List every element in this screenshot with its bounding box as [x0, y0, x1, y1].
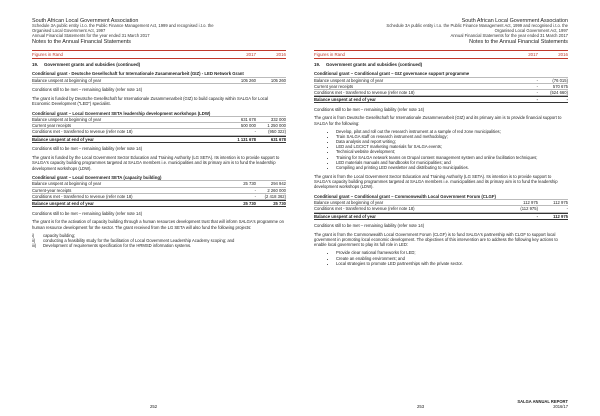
- row-label: Balance unspent at end of year: [32, 136, 94, 142]
- grant-table: [32, 116, 286, 143]
- bullet-list: [314, 250, 568, 266]
- value-2016: (76 015): [552, 77, 568, 83]
- grant-description: The grant is funded by the Local Government Sector Education and Training Authority (LG SETA). Its intention is to provide support to SALGA's capacity building programmes targeted at SALGA members i.e. municipalities and its primary aim is to fund the leadership development workshops (LDW).: [32, 154, 280, 171]
- value-2016: 105 260: [270, 77, 286, 83]
- page-number-left: 252: [150, 404, 158, 409]
- conditions-text: Conditions still to be met – remaining liability (refer note 14): [32, 87, 143, 93]
- bullet-item: • Create an enabling environment; and: [336, 256, 568, 261]
- row-label: Conditions met - transferred to revenue (refer note 18): [314, 90, 415, 95]
- conditions-text: Conditions still to be met – remaining liability (refer note 14): [32, 146, 143, 152]
- bullet-item: • Compiling and printing LED newsletter and distributing to municipalities.: [336, 165, 568, 170]
- value-2017: 25 730: [243, 181, 256, 187]
- bullet-item: • Technical website development;: [336, 149, 568, 154]
- roman-numeral: ii): [32, 237, 36, 243]
- grant-description: The grant is from the Local Government Sector Education and Training Authority (LG SETA). Its intention is to provide support to SALGA's capacity building programmes targeted at SALGA members i.e. municipalities and its primary aim is to fund the leadership development workshops (LDW).: [314, 173, 558, 190]
- row-label: Balance unspent at end of year: [314, 97, 376, 103]
- bullet-item: • Data analysis and report writing;: [336, 139, 568, 144]
- figures-label: Figures in Rand: [32, 51, 63, 57]
- value-2016: -: [566, 206, 568, 212]
- bullet-list: [314, 129, 568, 171]
- bullet-item: • LED and LGCICT marketing materials for SALGA events;: [336, 144, 568, 149]
- bullet-item: • Local strategies to promote LED partnerships with the private sector.: [336, 261, 568, 266]
- table-row: [314, 199, 568, 206]
- value-2016: 2 260 000: [267, 187, 286, 193]
- notes-title: Notes to the Annual Financial Statements: [469, 39, 568, 46]
- grant-description: The grant is for the activation of capacity building through a human resources development trust that will inform SALGA's programme on human resource development for the sector. The grant received from the LG SETA will also fund the following projects:: [32, 219, 284, 230]
- value-2016: 631 678: [270, 136, 286, 142]
- grant-table: [32, 180, 286, 207]
- report-name: SALGA ANNUAL REPORT: [517, 399, 568, 404]
- value-2016: 332 000: [270, 117, 286, 123]
- value-2016: 294 942: [270, 181, 286, 187]
- table-row: [32, 180, 286, 187]
- value-2016: 25 730: [273, 201, 286, 207]
- page-number-right: 253: [417, 404, 425, 409]
- conditions-text: Conditions still to be met – remaining liability (refer note 14): [32, 210, 143, 216]
- section-number: 19.: [314, 62, 321, 67]
- value-2017: 500 000: [240, 123, 256, 129]
- value-2017: 631 678: [240, 117, 256, 123]
- section-title: Government grants and subsidies (continued): [326, 62, 423, 67]
- grant-title: Conditional grant – Conditional grant – Commonwealth Local Government Forum (CLGF): [314, 193, 496, 199]
- conditions-text: Conditions still to be met – remaining liability (refer note 14): [314, 106, 425, 112]
- value-2017: 105 260: [240, 77, 256, 83]
- value-2016: (524 660): [550, 90, 568, 95]
- value-2017: -: [254, 193, 256, 199]
- bullet-item: • Develop, pilot and roll out the research instrument at a sample of red zone municipalities;: [336, 129, 568, 134]
- bullet-item: • LED materials manuals and handbooks for municipalities; and: [336, 160, 568, 165]
- value-2016: (2 418 362): [264, 193, 286, 199]
- left-grant-blocks: [32, 71, 286, 248]
- value-2017: -: [536, 77, 538, 83]
- roman-item: [32, 243, 286, 248]
- conditions-text: Conditions still to be met – remaining liability (refer note 14): [314, 223, 425, 229]
- figures-label: Figures in Rand: [314, 51, 345, 57]
- grant-description: The grant is from the Commonwealth Local Government Forum (CLGF) is to fund SALGA's partnership with CLGF to support local government in promoting local economic development. The objectives of this intervention are to address the following key actions to enable local government to play its full role in LED:: [314, 231, 558, 248]
- row-label: Current-year receipts: [32, 187, 72, 193]
- org-name: South African Local Government Association: [32, 18, 139, 24]
- year-2017-label: 2017: [246, 51, 256, 57]
- value-2016: (950 322): [268, 129, 286, 135]
- total-row: [314, 96, 568, 103]
- row-label: Balance unspent at end of year: [314, 213, 376, 219]
- value-2016: 570 675: [552, 83, 568, 89]
- value-2017: -: [254, 129, 256, 135]
- grant-table: [314, 199, 568, 220]
- column-header: [32, 50, 286, 58]
- right-page: [300, 0, 600, 416]
- roman-numeral: i): [32, 232, 35, 238]
- section-heading: [314, 62, 568, 67]
- value-2016: 1 250 000: [267, 123, 286, 129]
- row-label: Balance unspent at beginning of year: [32, 117, 102, 123]
- row-label: Conditions met - transferred to revenue (refer note 18): [32, 193, 133, 199]
- grant-title: Conditional grant – Local Government SETA (capacity building): [32, 175, 162, 181]
- grant-table: [314, 77, 568, 104]
- notes-title: Notes to the Annual Financial Statements: [32, 39, 131, 46]
- roman-numeral: iii): [32, 242, 37, 248]
- row-label: Balance unspent at end of year: [32, 201, 94, 207]
- org-name: South African Local Government Association: [461, 18, 568, 24]
- row-label: Current year receipts: [32, 123, 72, 129]
- report-footer: [517, 400, 568, 410]
- value-2016: 112 975: [553, 213, 568, 219]
- row-label: Balance unspent at beginning of year: [32, 181, 102, 187]
- value-2017: -: [254, 187, 256, 193]
- row-label: Conditions met - transferred to revenue (refer note 18): [32, 129, 133, 135]
- year-2016-label: 2016: [558, 51, 568, 57]
- value-2017: 1 131 678: [237, 136, 256, 142]
- roman-text: capacity building;: [43, 232, 76, 238]
- row-label: Balance unspent at beginning of year: [314, 77, 384, 83]
- header-line-1: Schedule 3A public entity i.t.o. the Public Finance Management Act, 1999 and recognised i.t.o. the: [32, 23, 214, 29]
- value-2017: (112 975): [520, 206, 538, 212]
- column-header: [314, 50, 568, 58]
- total-row: [32, 200, 286, 207]
- value-2017: 25 730: [243, 201, 256, 207]
- table-row: [32, 116, 286, 123]
- header-line-3: Annual Financial Statements for the year ended 31 March 2017: [32, 33, 150, 39]
- value-2017: -: [536, 97, 538, 103]
- grant-title: Conditional grant – Conditional grant – GIZ governance support programme: [314, 71, 470, 77]
- year-2016-label: 2016: [276, 51, 286, 57]
- header-line-1: Schedule 3A public entity i.t.o. the Public Finance Management Act, 1999 and recognised i.t.o. the: [386, 23, 568, 29]
- header-line-3: Annual Financial Statements for the year ended 31 March 2017: [450, 33, 568, 39]
- row-label: Current year receipts: [314, 83, 354, 89]
- value-2017: -: [536, 83, 538, 89]
- row-label: Balance unspent at beginning of year: [314, 200, 384, 206]
- roman-list: [32, 233, 286, 249]
- value-2017: -: [536, 90, 538, 95]
- row-label: Conditions met - transferred to revenue (refer note 18): [314, 206, 415, 212]
- value-2016: 112 975: [553, 200, 568, 206]
- table-row: [32, 77, 286, 84]
- total-row: [314, 213, 568, 220]
- value-2016: -: [566, 97, 568, 103]
- section-title: Government grants and subsidies (continued): [44, 62, 141, 67]
- header-line-2: Organised Local Government Act, 1997: [32, 28, 106, 34]
- value-2017: -: [536, 213, 538, 219]
- roman-text: conducting a feasibility study for the facilitation of Local Government Leadership Academy scoping; and: [43, 237, 235, 243]
- grant-table: [32, 77, 286, 84]
- section-number: 19.: [32, 62, 39, 67]
- value-2017: 112 975: [523, 200, 538, 206]
- report-year: 2016/17: [553, 403, 568, 409]
- grant-description: The grant is funded by Deutsche Gesellschaft fur Internationale Zusammenarbeit (GIZ) to build capacity within SALGA for Local Economic Development ("LED") specialist.: [32, 95, 269, 107]
- bullet-item: • Train SALGA staff on research instrument and methodology;: [336, 134, 568, 139]
- table-row: [314, 77, 568, 84]
- header-line-2: Organised Local Government Act, 1997: [494, 28, 568, 34]
- section-heading: [32, 62, 286, 67]
- grant-title: Conditional grant – Local Government SETA leadership development workshops (LDW): [32, 110, 211, 116]
- year-2017-label: 2017: [528, 51, 538, 57]
- bullet-item: • Training for SALGA network teams on Drupal content management system and online facilitation techniques;: [336, 155, 568, 160]
- total-row: [32, 136, 286, 143]
- bullet-item: • Provide clear national frameworks for LED;: [336, 250, 568, 255]
- row-label: Balance unspent at beginning of year: [32, 77, 102, 83]
- grant-description: The grant is from Deutsche Gesellschaft fur Internationale Zusammenarbeit (GIZ) and its primary aim is to provide financial support to SALGA for the following:: [314, 115, 562, 126]
- roman-text: Development of requirements specification for the HRMSD information systems.: [43, 242, 192, 248]
- grant-title: Conditional grant - Deutsche Gesellschaft fur Internationale Zusammenarbeit (GIZ) - LED Network Grant: [32, 71, 244, 77]
